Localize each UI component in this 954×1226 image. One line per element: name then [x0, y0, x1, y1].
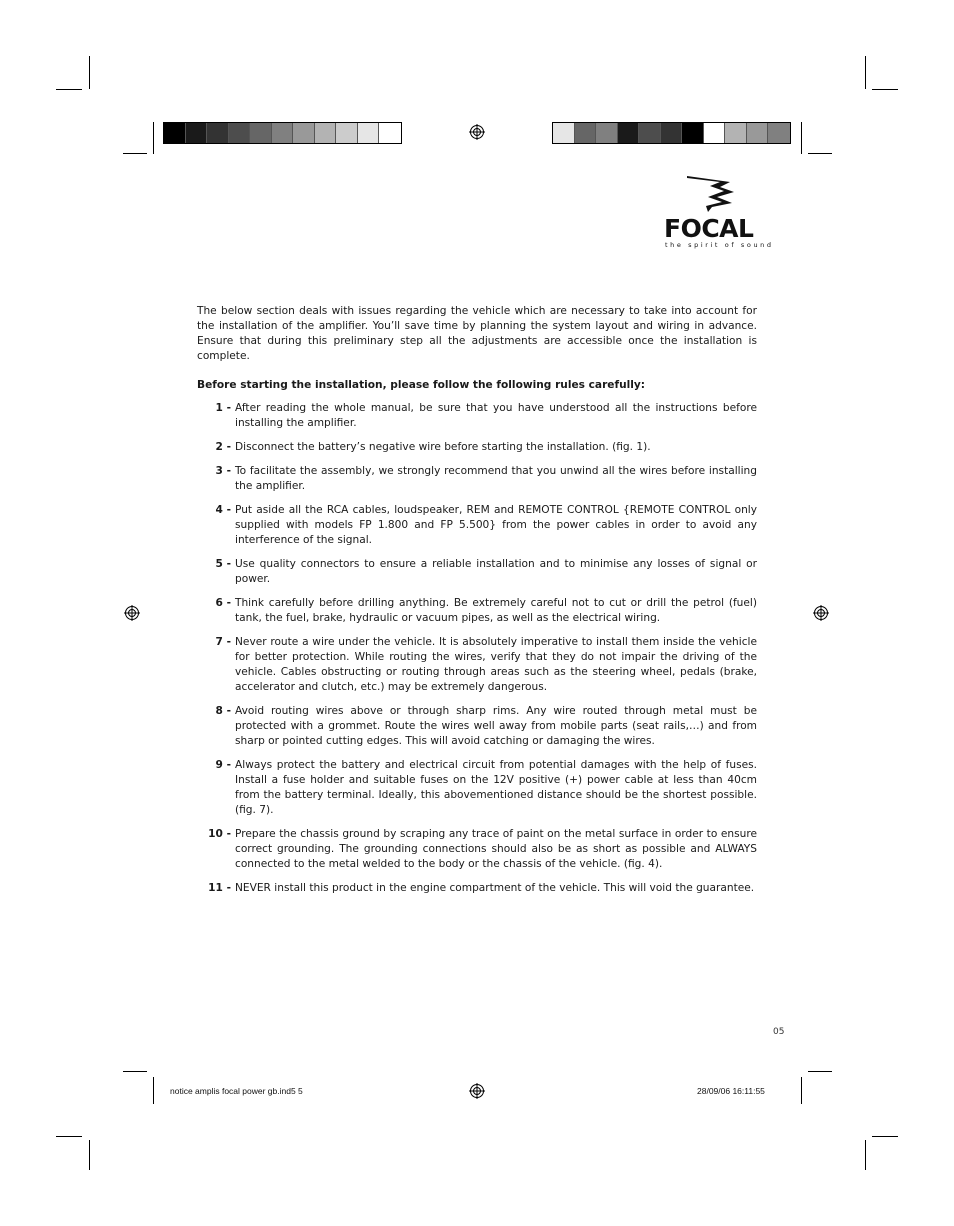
crosshair-circle-icon [469, 124, 485, 140]
color-swatch [336, 123, 358, 143]
list-item [197, 503, 757, 548]
crop-mark [56, 89, 82, 90]
color-swatch [661, 123, 683, 143]
crop-mark [89, 1140, 90, 1170]
rule-text: Never route a wire under the vehicle. It is absolutely imperative to install them inside the vehicle for better protection. While routing the wires, verify that they do not impair the driving of the vehicle. Cables obstructing or routing through areas such as the steering wheel, pedals (brake, accelerator and clutch, etc.) may be extremely dangerous. [235, 636, 757, 693]
color-swatch [186, 123, 208, 143]
list-item [197, 827, 757, 872]
color-swatch [682, 123, 704, 143]
list-item [197, 557, 757, 587]
crop-mark [56, 1136, 82, 1137]
crop-mark [872, 89, 898, 90]
rule-number: 1 - [215, 402, 231, 414]
rule-text: Use quality connectors to ensure a reliable installation and to minimise any losses of signal or power. [235, 558, 757, 585]
rule-number: 9 - [215, 759, 231, 771]
slug-datetime: 28/09/06 16:11:55 [697, 1086, 765, 1096]
rule-number: 10 - [208, 828, 231, 840]
color-swatch [725, 123, 747, 143]
crosshair-circle-icon [469, 1083, 485, 1099]
color-swatch [164, 123, 186, 143]
list-item [197, 464, 757, 494]
bleed-mark [808, 153, 832, 154]
rule-number: 3 - [215, 465, 231, 477]
rule-number: 5 - [215, 558, 231, 570]
rule-text: Always protect the battery and electrical circuit from potential damages with the help of fuses. Install a fuse holder and suitable fuses on the 12V positive (+) power cable at less than 40cm from the battery terminal. Ideally, this abovementioned distance should be the shortest possible. (fig. 7). [235, 759, 757, 816]
rules-list [197, 401, 757, 896]
rule-number: 8 - [215, 705, 231, 717]
intro-paragraph: The below section deals with issues regarding the vehicle which are necessary to take into account for the installation of the amplifier. You’ll save time by planning the system layout and wiring in advance. Ensure that during this preliminary step all the adjustments are accessible once the installation is complete. [197, 305, 757, 362]
rule-text: After reading the whole manual, be sure that you have understood all the instructions before installing the amplifier. [235, 402, 757, 429]
color-swatch [596, 123, 618, 143]
rule-text: NEVER install this product in the engine compartment of the vehicle. This will void the guarantee. [235, 882, 755, 894]
bleed-mark [153, 122, 154, 154]
crosshair-circle-icon [124, 605, 140, 621]
list-item [197, 758, 757, 818]
bleed-mark [808, 1071, 832, 1072]
color-swatch [618, 123, 640, 143]
document-body [197, 304, 757, 905]
color-swatch [250, 123, 272, 143]
list-item [197, 596, 757, 626]
rule-number: 11 - [208, 882, 231, 894]
color-swatch [358, 123, 380, 143]
list-item [197, 401, 757, 431]
color-swatch [639, 123, 661, 143]
crop-mark [865, 1140, 866, 1170]
crop-mark [89, 56, 90, 89]
color-swatch [747, 123, 769, 143]
rule-number: 7 - [215, 636, 231, 648]
rule-text: Put aside all the RCA cables, loudspeaker, REM and REMOTE CONTROL {REMOTE CONTROL only supplied with models FP 1.800 and FP 5.500} from the power cables in order to avoid any interference of the signal. [235, 504, 757, 546]
list-item [197, 704, 757, 749]
color-swatch [553, 123, 575, 143]
color-swatch [207, 123, 229, 143]
bleed-mark [123, 153, 147, 154]
color-swatch [379, 123, 401, 143]
page-number: 05 [773, 1027, 785, 1037]
color-swatch [272, 123, 294, 143]
rule-text: Prepare the chassis ground by scraping any trace of paint on the metal surface in order to ensure correct grounding. The grounding connections should also be as short as possible and ALWAYS connected to the metal welded to the body or the chassis of the vehicle. (fig. 4). [235, 828, 757, 870]
bleed-mark [123, 1071, 147, 1072]
bleed-mark [153, 1077, 154, 1104]
color-bar-left [163, 122, 402, 144]
list-item [197, 881, 757, 896]
rule-text: Disconnect the battery’s negative wire before starting the installation. (fig. 1). [235, 441, 651, 453]
rules-heading: Before starting the installation, please follow the following rules carefully: [197, 379, 646, 391]
rule-number: 6 - [215, 597, 231, 609]
color-swatch [575, 123, 597, 143]
crop-mark [872, 1136, 898, 1137]
color-swatch [293, 123, 315, 143]
crosshair-circle-icon [813, 605, 829, 621]
logo-tagline: the spirit of sound [665, 241, 774, 249]
rule-text: Think carefully before drilling anything. Be extremely careful not to cut or drill the petrol (fuel) tank, the fuel, brake, hydraulic or vacuum pipes, as well as the electrical wiring. [235, 597, 757, 624]
color-swatch [704, 123, 726, 143]
color-swatch [768, 123, 790, 143]
bleed-mark [801, 122, 802, 154]
color-swatch [315, 123, 337, 143]
rule-number: 2 - [215, 441, 231, 453]
list-item [197, 635, 757, 695]
crop-mark [865, 56, 866, 89]
logo-wordmark: FOCAL [664, 214, 754, 243]
bleed-mark [801, 1077, 802, 1104]
rule-number: 4 - [215, 504, 231, 516]
list-item [197, 440, 757, 455]
color-swatch [229, 123, 251, 143]
rule-text: Avoid routing wires above or through sharp rims. Any wire routed through metal must be protected with a grommet. Route the wires well away from mobile parts (seat rails,…) and from sharp or pointed cutting edges. This will avoid catching or damaging the wires. [235, 705, 757, 747]
rule-text: To facilitate the assembly, we strongly recommend that you unwind all the wires before installing the amplifier. [235, 465, 757, 492]
color-bar-right [552, 122, 791, 144]
slug-file: notice amplis focal power gb.ind5 5 [170, 1086, 303, 1096]
